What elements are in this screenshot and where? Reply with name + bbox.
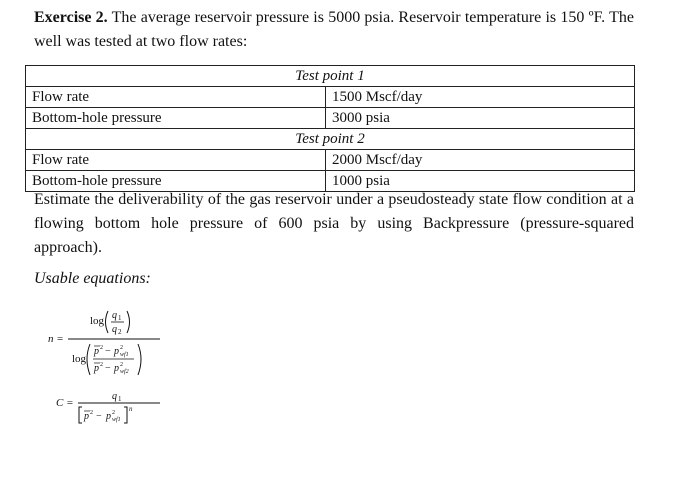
log-text: log <box>90 315 105 327</box>
pbar-1: p <box>94 346 99 357</box>
test-point-2-header: Test point 2 <box>26 129 635 150</box>
minus-1: − <box>105 346 111 357</box>
p-wf1: p <box>114 346 119 357</box>
equation-n <box>48 304 168 385</box>
pbar-1-sq: 2 <box>100 345 103 351</box>
q2: q <box>112 324 117 335</box>
row-label: Bottom-hole pressure <box>26 171 326 192</box>
test-point-1-header: Test point 1 <box>26 66 635 87</box>
c-p-wf1-sq: 2 <box>112 410 115 416</box>
row-value: 1000 psia <box>326 171 635 192</box>
c-q1: q <box>112 391 117 402</box>
row-label: Flow rate <box>26 87 326 108</box>
table-header-row <box>26 66 635 87</box>
paren-right-den <box>138 344 141 375</box>
q1-sub: 1 <box>118 314 122 322</box>
q2-sub: 2 <box>118 328 122 336</box>
row-value: 3000 psia <box>326 108 635 129</box>
p-wf2-sub: wf2 <box>120 369 129 375</box>
row-label: Bottom-hole pressure <box>26 108 326 129</box>
table-header-row <box>26 129 635 150</box>
c-p-wf1: p <box>106 411 111 422</box>
pbar-2-sq: 2 <box>100 362 103 368</box>
row-value: 1500 Mscf/day <box>326 87 635 108</box>
table-row <box>26 150 635 171</box>
q1: q <box>112 310 117 321</box>
table-row <box>26 87 635 108</box>
c-p-wf1-sub: wf1 <box>112 417 121 423</box>
log-text-den: log <box>72 353 87 365</box>
p-wf2-sq: 2 <box>120 362 123 368</box>
task-paragraph: Estimate the deliverability of the gas reservoir under a pseudosteady state flow condition at a flowing bottom hole pressure of 600 psia by using Backpressure (pressure-squared approach). <box>34 191 634 256</box>
intro-paragraph <box>34 6 634 54</box>
equation-c <box>56 387 166 432</box>
equation-n-svg <box>48 304 168 380</box>
test-data-table <box>25 65 635 192</box>
c-exp-n: n <box>129 405 133 413</box>
bracket-left <box>79 407 82 423</box>
p-wf2: p <box>114 363 119 374</box>
paren-right <box>127 311 130 333</box>
p-wf1-sub: wf1 <box>120 352 129 358</box>
c-q1-sub: 1 <box>118 395 122 403</box>
c-minus: − <box>96 411 102 422</box>
pbar-2: p <box>94 363 99 374</box>
row-value: 2000 Mscf/day <box>326 150 635 171</box>
paren-left <box>106 311 109 333</box>
c-pbar-sq: 2 <box>90 410 93 416</box>
exercise-label: Exercise 2. <box>34 9 108 26</box>
c-pbar: p <box>84 411 89 422</box>
table-row <box>26 108 635 129</box>
usable-equations-label: Usable equations: <box>34 270 151 287</box>
c-lhs: C = <box>56 397 74 409</box>
bracket-right <box>124 407 127 423</box>
p-wf1-sq: 2 <box>120 345 123 351</box>
intro-text: The average reservoir pressure is 5000 psia. Reservoir temperature is 150 ºF. The well was tested at two flow rates: <box>34 9 634 50</box>
paren-left-den <box>87 344 90 375</box>
n-lhs: n = <box>48 333 64 345</box>
row-label: Flow rate <box>26 150 326 171</box>
equation-c-svg <box>56 387 166 427</box>
minus-2: − <box>105 363 111 374</box>
